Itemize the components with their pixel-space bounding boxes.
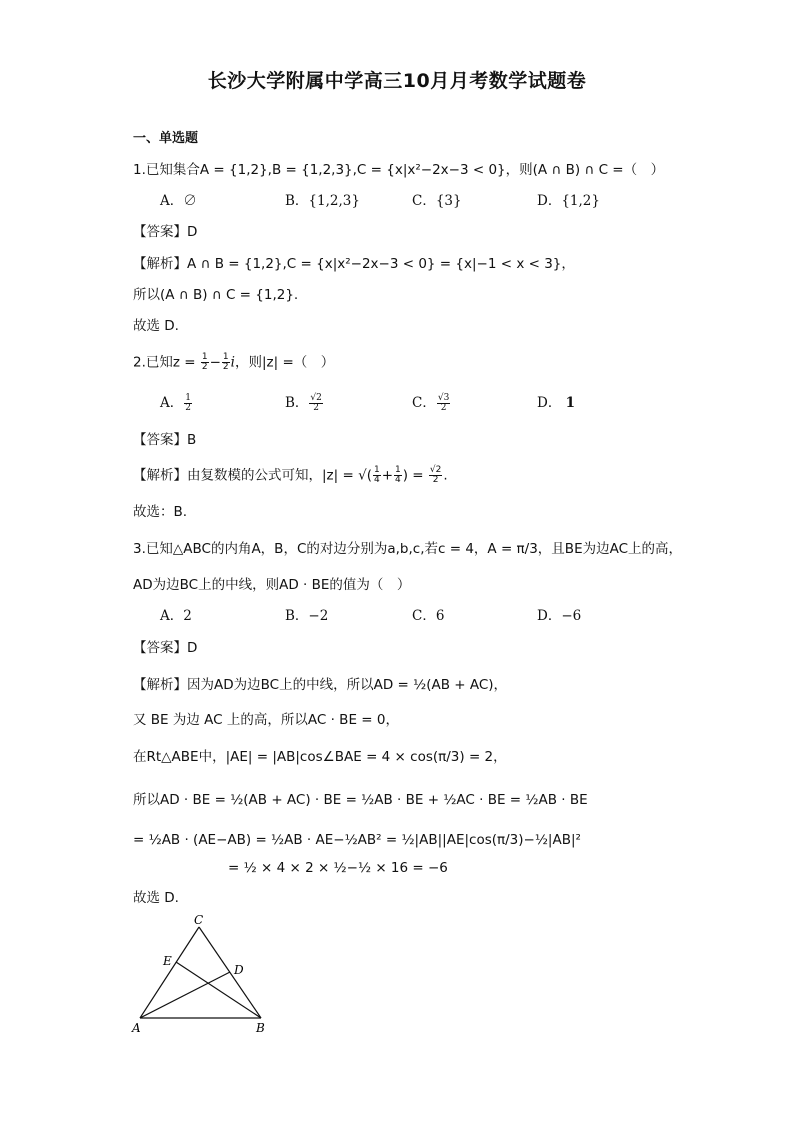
q1-stem: 1.已知集合A = {1,2},B = {1,2,3},C = {x|x²−2x−3 < 0}，则(A ∩ B) ∩ C =（ ）	[133, 162, 665, 178]
q2-option-d: D． 1	[537, 395, 576, 411]
q2-stem: 2.已知z = $\frac{1}{2}$ − $\frac{1}{2}$ i，则|z| =（ ）	[133, 352, 335, 372]
page-title: 长沙大学附属中学高三10月月考数学试题卷	[207, 70, 587, 92]
q1-analysis-2: 所以(A ∩ B) ∩ C = {1,2}.	[133, 287, 299, 303]
q3-stem-line1: 3.已知△ABC的内角A，B，C的对边分别为a,b,c,若c = 4，A = π/3，且BE为边AC上的高，	[133, 541, 683, 557]
median-ad	[140, 972, 230, 1018]
q3-analysis-3: 在Rt△ABE中，|AE| = |AB|cos∠BAE = 4 × cos(π/3) = 2，	[133, 749, 507, 765]
label-b: B	[256, 1021, 265, 1035]
side-ac	[140, 927, 199, 1018]
triangle-figure	[128, 910, 288, 1040]
q3-analysis-2: 又 BE 为边 AC 上的高，所以AC · BE = 0，	[133, 712, 399, 728]
q3-analysis-1: 【解析】因为AD为边BC上的中线，所以AD = ½(AB + AC)，	[133, 677, 508, 693]
q1-analysis-3: 故选 D.	[133, 318, 179, 334]
q3-analysis-4: 所以AD · BE = ½(AB + AC) · BE = ½AB · BE + ½AC · BE = ½AB · BE	[133, 792, 588, 808]
q1-option-c: C．{3}	[412, 193, 462, 209]
altitude-be	[176, 962, 261, 1018]
q2-option-b: B． $\frac{√2}{2}$	[285, 393, 322, 413]
q2-analysis-end: 故选：B.	[133, 504, 188, 520]
label-c: C	[194, 913, 204, 927]
label-e: E	[163, 954, 172, 968]
q3-analysis-6: = ½ × 4 × 2 × ½−½ × 16 = −6	[228, 860, 448, 876]
q2-stem-suffix: ，则|z| =（ ）	[234, 354, 335, 371]
label-d: D	[234, 963, 244, 977]
fraction-half: $\frac{1}{2}$	[201, 352, 208, 372]
q3-option-c: C．6	[412, 608, 445, 624]
q3-answer: 【答案】D	[133, 640, 198, 656]
section-heading: 一、单选题	[133, 131, 199, 146]
q2-stem-prefix: 2.已知z =	[133, 354, 196, 371]
q1-option-d: D．{1,2}	[537, 193, 600, 209]
q1-analysis-1: 【解析】A ∩ B = {1,2},C = {x|x²−2x−3 < 0} = {x|−1 < x < 3}，	[133, 256, 575, 272]
q3-analysis-5: = ½AB · (AE−AB) = ½AB · AE−½AB² = ½|AB||AE|cos(π/3)−½|AB|²	[133, 832, 581, 848]
q3-option-d: D．−6	[537, 608, 582, 624]
q1-answer: 【答案】D	[133, 224, 198, 240]
q3-option-a: A．2	[160, 608, 192, 624]
q1-option-a: A．∅	[160, 193, 197, 209]
q2-option-a: A． $\frac{1}{2}$	[160, 393, 191, 413]
q2-answer: 【答案】B	[133, 432, 197, 448]
q2-option-c: C． $\frac{√3}{2}$	[412, 393, 450, 413]
q3-analysis-end: 故选 D.	[133, 890, 179, 906]
q3-option-b: B．−2	[285, 608, 329, 624]
q2-analysis: 【解析】由复数模的公式可知，|z| = √( $\frac{1}{4}$ + $\frac{1}{4}$ ) = $\frac{√2}{2}$ .	[133, 465, 448, 485]
fraction-half: $\frac{1}{2}$	[222, 352, 229, 372]
q1-option-b: B．{1,2,3}	[285, 193, 360, 209]
q3-stem-line2: AD为边BC上的中线，则AD · BE的值为（ ）	[133, 577, 411, 593]
label-a: A	[132, 1021, 141, 1035]
